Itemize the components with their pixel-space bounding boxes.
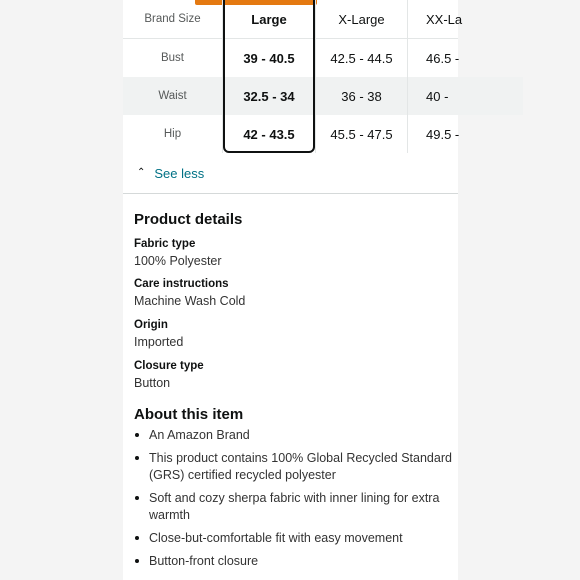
size-chart-row-bust — [123, 39, 523, 77]
section-divider — [123, 193, 458, 194]
size-chart-row-waist — [123, 77, 523, 115]
list-item: This product contains 100% Global Recycled Standard (GRS) certified recycled polyester — [134, 450, 464, 484]
detail-value-care-instructions: Machine Wash Cold — [134, 294, 246, 308]
list-item: Soft and cozy sherpa fabric with inner lining for extra warmth — [134, 490, 464, 524]
row-label-bust: Bust — [123, 39, 223, 77]
detail-value-origin: Imported — [134, 335, 184, 349]
detail-key-care-instructions: Care instructions — [134, 278, 229, 290]
size-chart-row-hip — [123, 115, 523, 153]
table-cell: 45.5 - 47.5 — [315, 115, 407, 153]
size-column-large[interactable]: Large — [251, 11, 287, 27]
size-chart-header-row — [123, 0, 523, 38]
table-cell: 40 - — [407, 77, 523, 115]
row-label-hip: Hip — [123, 115, 223, 153]
chevron-up-icon: ⌃ — [137, 167, 146, 178]
table-cell: 36 - 38 — [315, 77, 407, 115]
list-item: Close-but-comfortable fit with easy movement — [134, 530, 464, 547]
size-column-xx-large[interactable]: XX-La — [407, 0, 523, 38]
table-cell: 42 - 43.5 — [243, 126, 295, 142]
table-cell: 32.5 - 34 — [243, 88, 295, 104]
table-cell: 42.5 - 44.5 — [315, 39, 407, 77]
list-item: An Amazon Brand — [134, 427, 464, 444]
about-heading: About this item — [134, 406, 244, 423]
table-cell: 46.5 - — [407, 39, 523, 77]
detail-value-closure-type: Button — [134, 376, 171, 390]
brand-size-header: Brand Size — [123, 0, 223, 38]
left-backdrop — [0, 0, 123, 580]
product-details-heading: Product details — [134, 211, 243, 228]
detail-key-fabric-type: Fabric type — [134, 238, 196, 250]
detail-value-fabric-type: 100% Polyester — [134, 254, 222, 268]
detail-key-origin: Origin — [134, 319, 168, 331]
list-item: Button-front closure — [134, 553, 464, 570]
table-cell: 39 - 40.5 — [243, 50, 295, 66]
table-cell: 49.5 - — [407, 115, 523, 153]
size-column-x-large[interactable]: X-Large — [315, 0, 407, 38]
about-bullet-list — [134, 427, 464, 576]
see-less-label: See less — [154, 166, 205, 181]
row-label-waist: Waist — [123, 77, 223, 115]
product-panel — [123, 0, 463, 580]
detail-key-closure-type: Closure type — [134, 360, 204, 372]
see-less-link[interactable] — [137, 166, 204, 181]
